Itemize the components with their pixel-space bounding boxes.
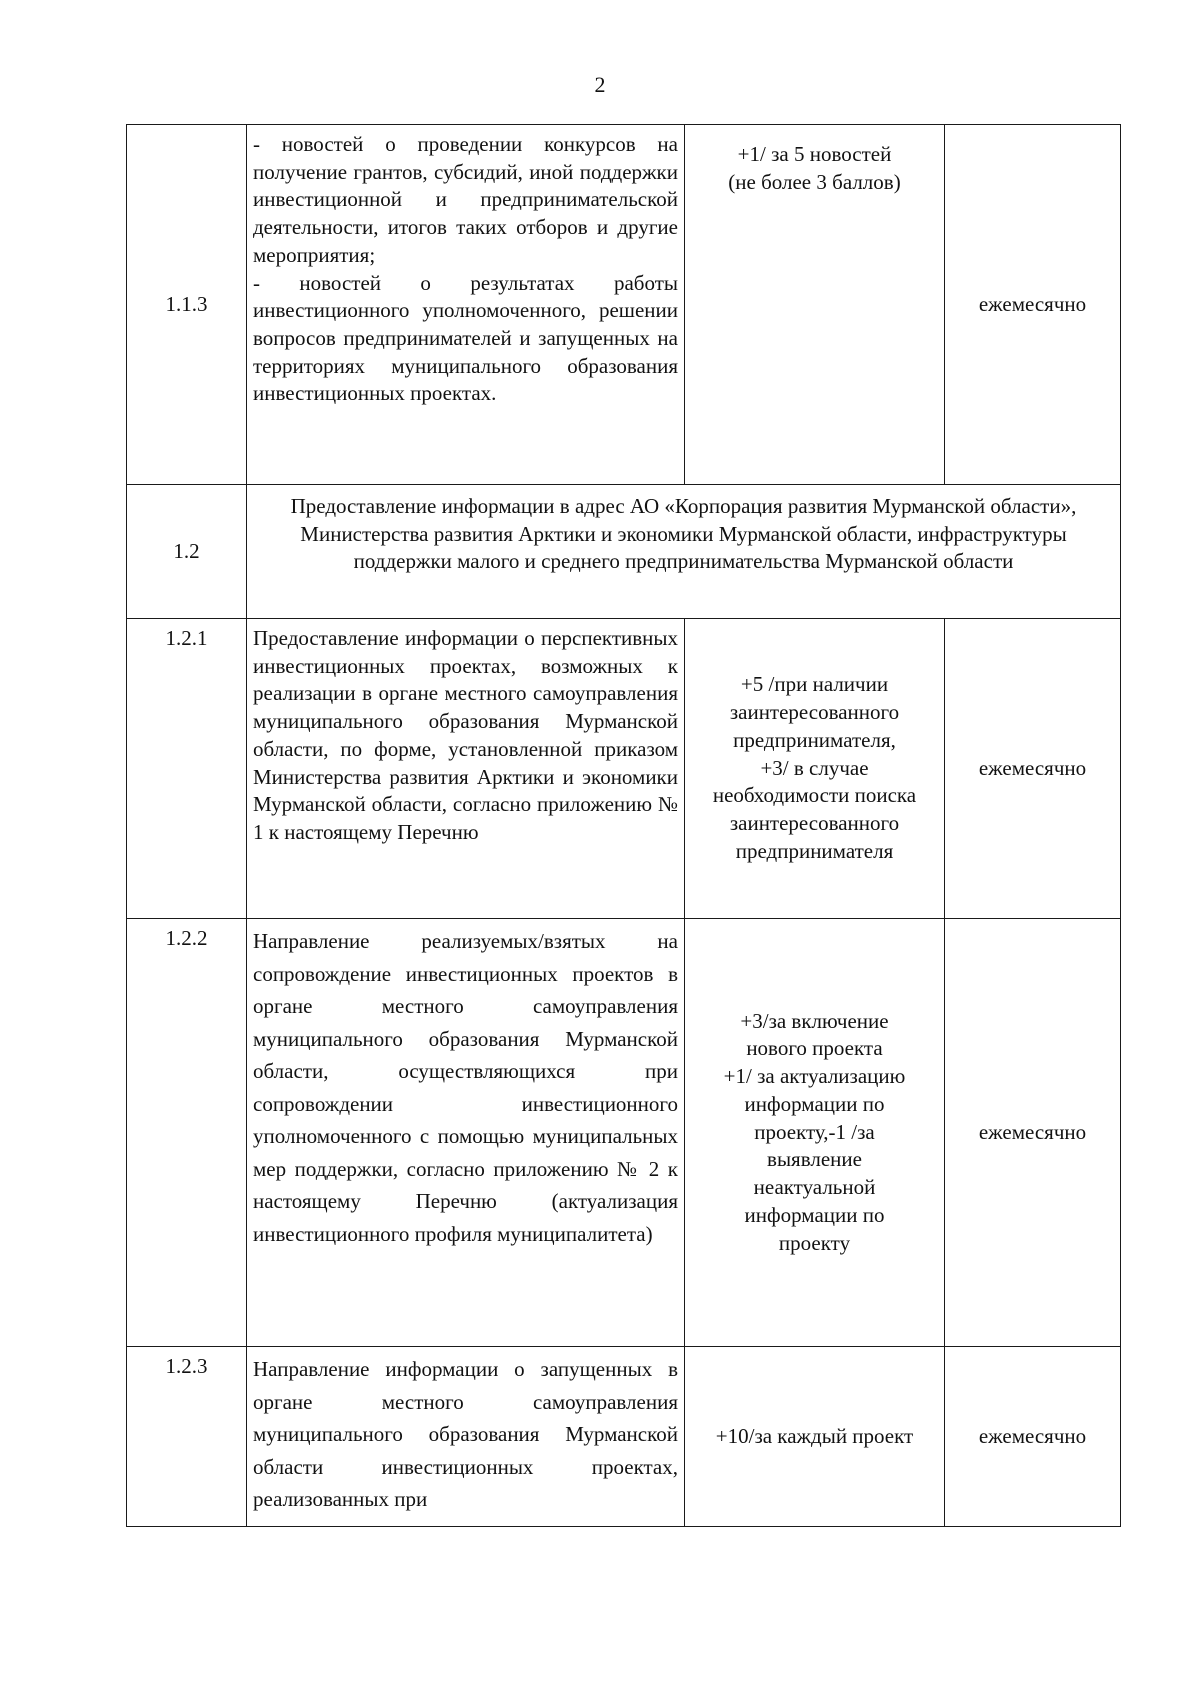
score-line: заинтересованного bbox=[729, 700, 900, 725]
row-number: 1.2.1 bbox=[127, 619, 247, 919]
score-line: проекту bbox=[778, 1230, 851, 1255]
row-description: Направление реализуемых/взятых на сопровождение инвестиционных проектов в органе местного самоуправления муниципального образования Мурманской области, осуществляющихся при сопровождении инвестиционного уполномоченного с помощью муниципальных мер поддержки, согласно приложению № 2 к настоящему Перечню (актуализация инвестиционного профиля муниципалитета) bbox=[247, 919, 685, 1347]
score-line: +3/за включение bbox=[740, 1008, 889, 1033]
row-number: 1.2.3 bbox=[127, 1347, 247, 1527]
row-score bbox=[685, 619, 945, 919]
score-line: +1/ за актуализацию bbox=[723, 1064, 906, 1089]
description-paragraph: - новостей о проведении конкурсов на получение грантов, субсидий, иной поддержки инвестиционной и предпринимательской деятельности, итогов таких отборов и другие мероприятия; bbox=[253, 132, 678, 267]
score-line: +5 /при наличии bbox=[740, 672, 889, 697]
row-description: Предоставление информации о перспективных инвестиционных проектах, возможных к реализации в органе местного самоуправления муниципального образования Мурманской области, по форме, установленной приказом Министерства развития Арктики и экономики Мурманской области, согласно приложению № 1 к настоящему Перечню bbox=[247, 619, 685, 919]
score-line: проекту,-1 /за bbox=[754, 1119, 875, 1144]
score-line: предпринимателя bbox=[735, 838, 894, 863]
score-line: необходимости поиска bbox=[712, 783, 917, 808]
score-line: информации по bbox=[744, 1091, 885, 1116]
row-period: ежемесячно bbox=[945, 619, 1121, 919]
score-line: +10/за каждый проект bbox=[715, 1423, 914, 1448]
row-period: ежемесячно bbox=[945, 1347, 1121, 1527]
row-score bbox=[685, 919, 945, 1347]
score-line: +1/ за 5 новостей bbox=[737, 142, 892, 166]
page-number: 2 bbox=[594, 72, 606, 97]
table-row-1-1-3 bbox=[127, 125, 1121, 485]
row-number: 1.1.3 bbox=[127, 125, 247, 485]
table-row-1-2-3 bbox=[127, 1347, 1121, 1527]
row-period: ежемесячно bbox=[945, 125, 1121, 485]
table-row-1-2 bbox=[127, 485, 1121, 619]
table-row-1-2-2 bbox=[127, 919, 1121, 1347]
row-description: Направление информации о запущенных в органе местного самоуправления муниципального образования Мурманской области инвестиционных проектах, реализованных при bbox=[247, 1347, 685, 1527]
section-heading: Предоставление информации в адрес АО «Корпорация развития Мурманской области», Министерства развития Арктики и экономики Мурманской области, инфраструктуры поддержки малого и среднего предпринимательства Мурманской области bbox=[247, 485, 1121, 619]
row-number: 1.2 bbox=[127, 485, 247, 619]
score-line: неактуальной bbox=[753, 1175, 876, 1200]
score-line: +3/ в случае bbox=[760, 755, 869, 780]
score-line: предпринимателя, bbox=[733, 727, 896, 752]
score-line: нового проекта bbox=[746, 1036, 883, 1061]
row-score bbox=[685, 125, 945, 485]
row-score bbox=[685, 1347, 945, 1527]
criteria-table bbox=[126, 124, 1121, 1527]
score-line: информации по bbox=[744, 1202, 885, 1227]
row-number: 1.2.2 bbox=[127, 919, 247, 1347]
score-line: (не более 3 баллов) bbox=[728, 169, 901, 194]
score-line: заинтересованного bbox=[729, 811, 900, 836]
table-row-1-2-1 bbox=[127, 619, 1121, 919]
description-paragraph: - новостей о результатах работы инвестиционного уполномоченного, решении вопросов предпринимателей и запущенных на территориях муниципального образования инвестиционных проектах. bbox=[253, 270, 678, 406]
row-period: ежемесячно bbox=[945, 919, 1121, 1347]
score-line: выявление bbox=[767, 1147, 862, 1172]
row-description bbox=[247, 125, 685, 485]
